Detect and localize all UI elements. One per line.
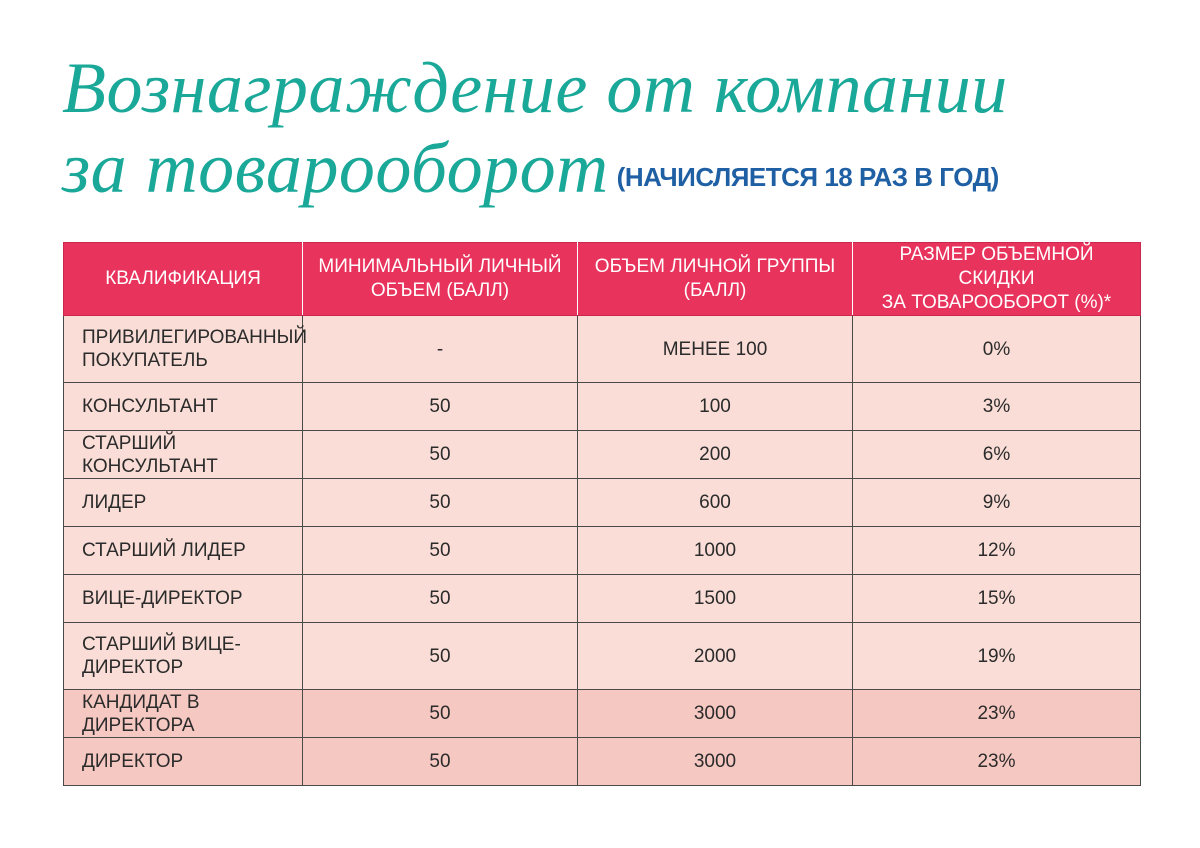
table-row (64, 431, 1141, 479)
header-min-personal-volume: МИНИМАЛЬНЫЙ ЛИЧНЫЙ ОБЪЕМ (БАЛЛ) (303, 243, 578, 316)
cell-qualification: ВИЦЕ-ДИРЕКТОР (64, 575, 303, 623)
header-discount-size: РАЗМЕР ОБЪЕМНОЙ СКИДКИ ЗА ТОВАРООБОРОТ (%)* (853, 243, 1141, 316)
title-line-2: за товарооборот (62, 128, 609, 208)
cell-discount: 3% (853, 383, 1141, 431)
table-row (64, 316, 1141, 383)
cell-group-volume: 2000 (578, 623, 853, 690)
cell-discount: 0% (853, 316, 1141, 383)
cell-min-volume: 50 (303, 575, 578, 623)
cell-min-volume: 50 (303, 738, 578, 786)
cell-qualification: СТАРШИЙ ЛИДЕР (64, 527, 303, 575)
cell-group-volume: 3000 (578, 690, 853, 738)
cell-discount: 9% (853, 479, 1141, 527)
table-row (64, 690, 1141, 738)
cell-min-volume: 50 (303, 623, 578, 690)
cell-qualification: КОНСУЛЬТАНТ (64, 383, 303, 431)
rewards-table (63, 242, 1141, 786)
cell-group-volume: 1500 (578, 575, 853, 623)
cell-min-volume: 50 (303, 690, 578, 738)
header-personal-group-volume: ОБЪЕМ ЛИЧНОЙ ГРУППЫ (БАЛЛ) (578, 243, 853, 316)
cell-min-volume: 50 (303, 479, 578, 527)
title-line-2-wrap (62, 128, 1008, 217)
cell-group-volume: 600 (578, 479, 853, 527)
cell-group-volume: 1000 (578, 527, 853, 575)
cell-discount: 23% (853, 690, 1141, 738)
cell-qualification: СТАРШИЙ ВИЦЕ-ДИРЕКТОР (64, 623, 303, 690)
cell-min-volume: - (303, 316, 578, 383)
cell-discount: 12% (853, 527, 1141, 575)
cell-group-volume: МЕНЕЕ 100 (578, 316, 853, 383)
table-row (64, 527, 1141, 575)
table-row (64, 738, 1141, 786)
cell-min-volume: 50 (303, 431, 578, 479)
table-row (64, 479, 1141, 527)
cell-discount: 23% (853, 738, 1141, 786)
cell-qualification: ПРИВИЛЕГИРОВАННЫЙ ПОКУПАТЕЛЬ (64, 316, 303, 383)
cell-qualification: ЛИДЕР (64, 479, 303, 527)
title-note: (НАЧИСЛЯЕТСЯ 18 РАЗ В ГОД) (616, 162, 999, 192)
table-row (64, 623, 1141, 690)
header-qualification: КВАЛИФИКАЦИЯ (64, 243, 303, 316)
cell-qualification: ДИРЕКТОР (64, 738, 303, 786)
cell-discount: 6% (853, 431, 1141, 479)
table-row (64, 383, 1141, 431)
cell-discount: 19% (853, 623, 1141, 690)
cell-min-volume: 50 (303, 383, 578, 431)
cell-min-volume: 50 (303, 527, 578, 575)
cell-qualification: КАНДИДАТ В ДИРЕКТОРА (64, 690, 303, 738)
cell-group-volume: 3000 (578, 738, 853, 786)
cell-group-volume: 100 (578, 383, 853, 431)
table-row (64, 575, 1141, 623)
table-header-row (64, 243, 1141, 316)
cell-qualification: СТАРШИЙ КОНСУЛЬТАНТ (64, 431, 303, 479)
page-title (62, 48, 1008, 217)
title-line-1: Вознаграждение от компании (62, 48, 1008, 128)
cell-discount: 15% (853, 575, 1141, 623)
cell-group-volume: 200 (578, 431, 853, 479)
